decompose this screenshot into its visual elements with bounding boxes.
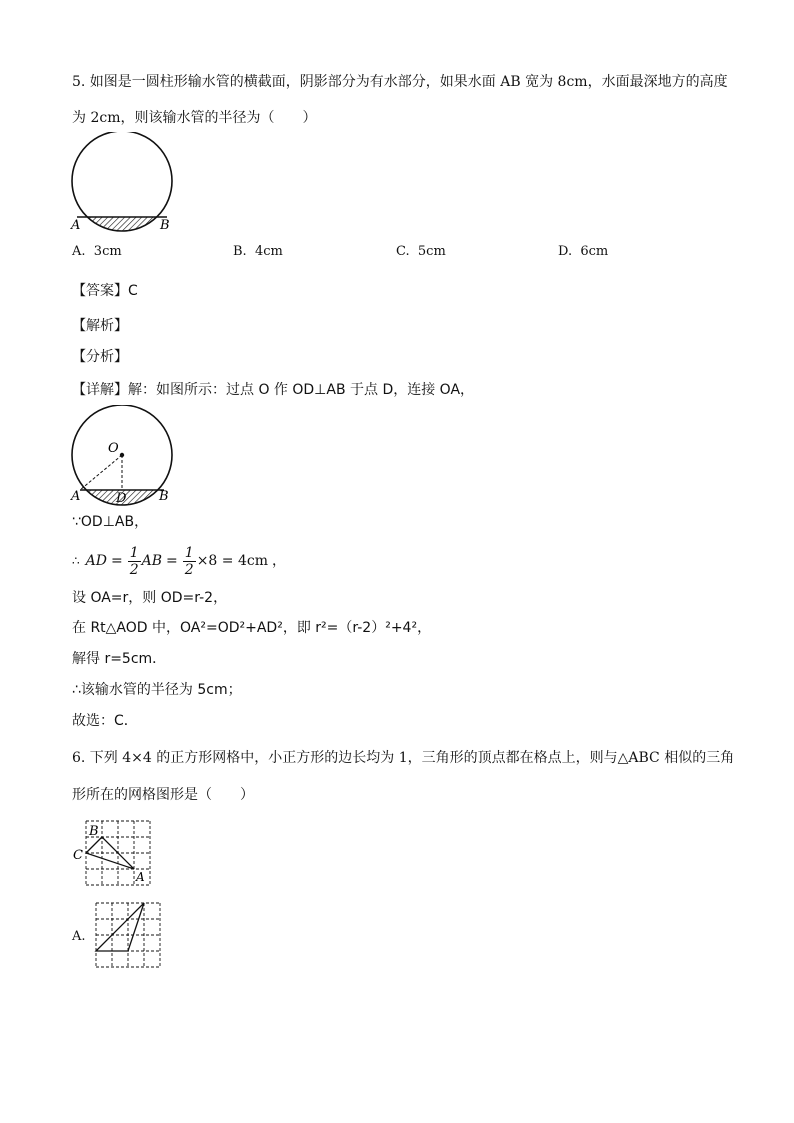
fraction-one-half-1: $\frac{1}{2}$ (129, 544, 139, 578)
q5-option-d: D. 6cm (558, 244, 609, 259)
solve-line: 解得 r=5cm． (72, 651, 167, 667)
option-a-grid-figure (93, 900, 163, 970)
q5-stem-line1: 5. 如图是一圆柱形输水管的横截面，阴影部分为有水部分，如果水面 AB 宽为 8cm，水面最深地方的高度 (72, 74, 728, 90)
q6-stem-line1: 6. 下列 4×4 的正方形网格中，小正方形的边长均为 1，三角形的顶点都在格点上，则与△ABC 相似的三角 (72, 750, 735, 766)
q6-stem-line2: 形所在的网格图形是（ ） (72, 787, 254, 803)
q5-option-a: A. 3cm (72, 244, 122, 259)
segment-oa (80, 455, 122, 490)
formula-line: ∴ AD = $\frac{1}{2}$ AB = $\frac{1}{2}$ ×8 = 4cm ， (72, 544, 286, 578)
formula-ad: AD (85, 553, 107, 569)
choose-line: 故选：C． (72, 713, 138, 729)
q6-option-a-label: A. (72, 929, 86, 944)
answer-tag: 【答案】 (72, 283, 128, 299)
center-point-o (120, 453, 124, 457)
answer-value: C (128, 283, 138, 299)
q5-stem-line2: 为 2cm，则该输水管的半径为（ ） (72, 110, 317, 126)
pipe-circle (72, 132, 172, 231)
label-b: B (160, 218, 170, 233)
solution-figure (68, 405, 178, 509)
because-line: ∵OD⊥AB， (72, 514, 149, 530)
rt-line: 在 Rt△AOD 中，OA²=OD²+AD²，即 r²=（r-2）²+4²， (72, 620, 432, 636)
jiexi-heading: 【解析】 (72, 318, 128, 334)
fenxi-heading: 【分析】 (72, 349, 128, 365)
label-a2: A (71, 489, 81, 504)
pipe-cross-section-figure (68, 132, 178, 236)
option-a-triangle (96, 903, 144, 951)
answer-line (72, 281, 138, 301)
fraction-one-half-2: $\frac{1}{2}$ (184, 544, 194, 578)
label-a: A (71, 218, 81, 233)
conclude-line: ∴该输水管的半径为 5cm； (72, 682, 242, 698)
set-line: 设 OA=r，则 OD=r-2， (72, 590, 228, 606)
detail-line: 【详解】解：如图所示：过点 O 作 OD⊥AB 于点 D，连接 OA， (72, 382, 475, 398)
label-d: D (116, 491, 127, 506)
ref-label-c: C (73, 848, 83, 863)
q5-option-b: B. 4cm (233, 244, 283, 259)
q5-option-c: C. 5cm (396, 244, 446, 259)
ref-label-a: A (136, 870, 145, 884)
label-o: O (108, 441, 119, 456)
label-b2: B (159, 489, 169, 504)
reference-grid-figure (72, 818, 156, 888)
therefore-symbol: ∴ (72, 554, 80, 568)
ref-label-b: B (89, 824, 99, 839)
